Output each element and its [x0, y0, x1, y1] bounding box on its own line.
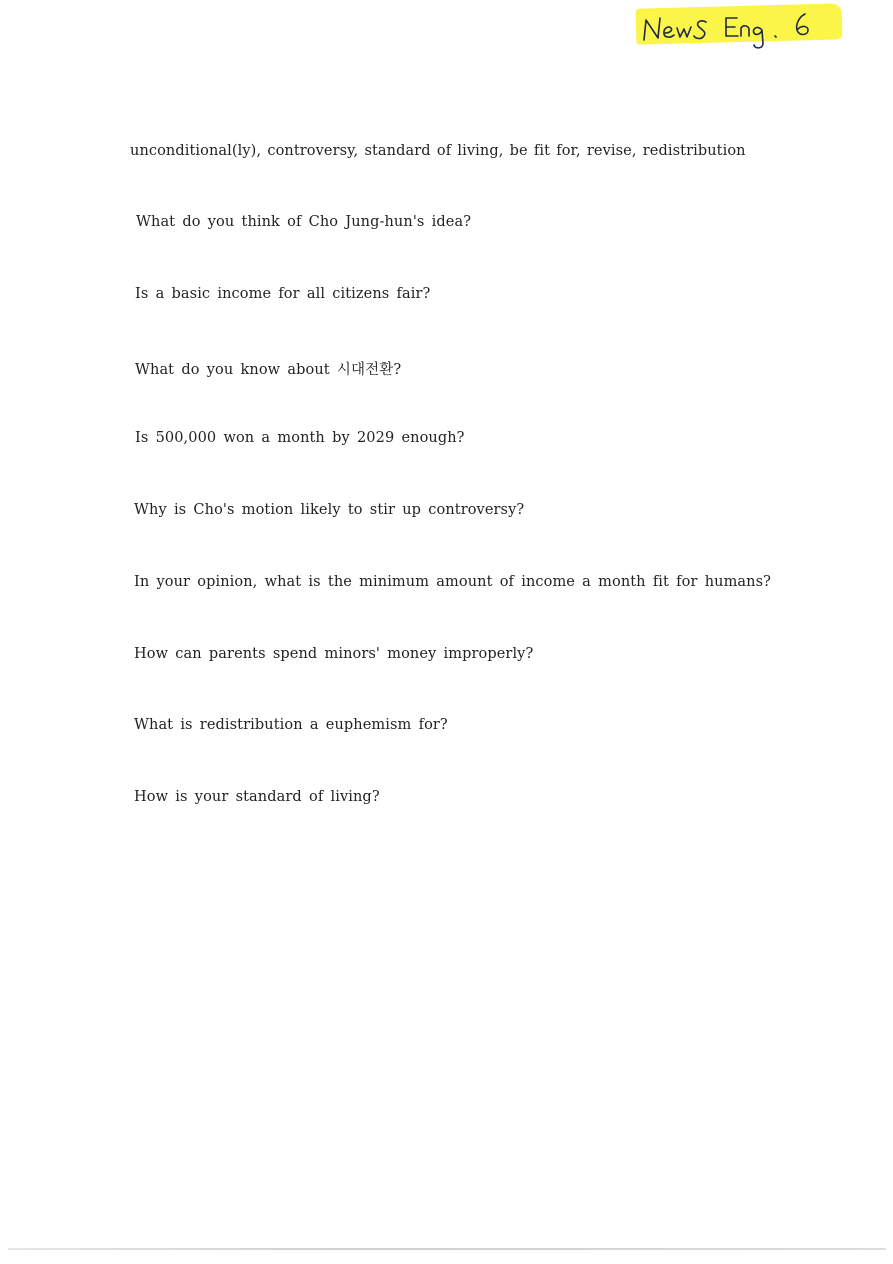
- question-1: What do you think of Cho Jung-hun's idea?: [136, 214, 472, 230]
- question-2: Is a basic income for all citizens fair?: [135, 286, 431, 302]
- question-8: What is redistribution a euphemism for?: [134, 717, 448, 733]
- question-9: How is your standard of living?: [134, 789, 380, 805]
- question-7: How can parents spend minors' money improperly?: [134, 646, 534, 662]
- question-4: Is 500,000 won a month by 2029 enough?: [135, 430, 465, 446]
- scan-bottom-edge: [8, 1248, 886, 1250]
- handwritten-news-eng-6: [640, 6, 840, 50]
- vocabulary-list: unconditional(ly), controversy, standard of living, be fit for, revise, redistribution: [130, 143, 746, 159]
- question-3: What do you know about 시대전환?: [135, 362, 402, 378]
- handwritten-header-tag: [640, 6, 840, 50]
- question-5: Why is Cho's motion likely to stir up controversy?: [134, 502, 525, 518]
- question-6: In your opinion, what is the minimum amount of income a month fit for humans?: [134, 574, 772, 590]
